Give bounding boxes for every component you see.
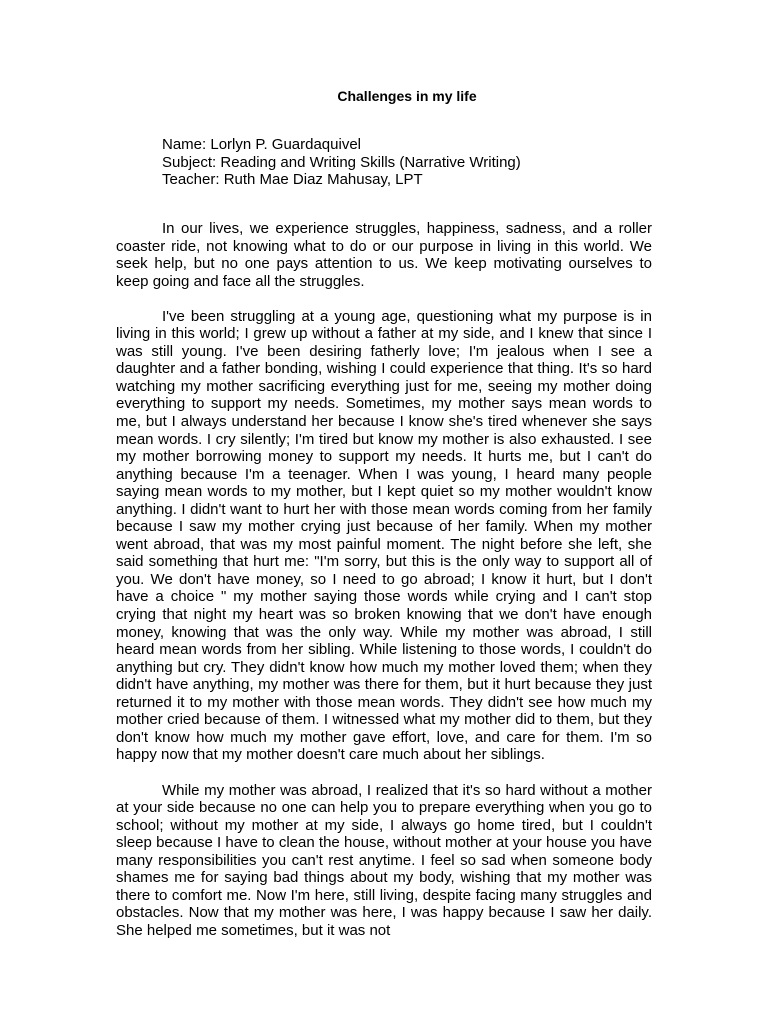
document-meta — [162, 136, 521, 189]
author-name-line: Name: Lorlyn P. Guardaquivel — [162, 136, 361, 153]
paragraph: While my mother was abroad, I realized that it's so hard without a mother at your side because no one can help you to prepare everything when you go to school; without my mother at my side, I always go home tired, but I couldn't sleep because I have to clean the house, without mother at your house you have many responsibilities you can't rest anytime. I feel so sad when someone body shames me for saying bad things about my body, wishing that my mother was there to comfort me. Now I'm here, still living, despite facing many struggles and obstacles. Now that my mother was here, I was happy because I saw her daily. She helped me sometimes, but it was not — [116, 781, 652, 939]
document-title: Challenges in my life — [337, 88, 477, 104]
subject-line: Subject: Reading and Writing Skills (Narrative Writing) — [162, 153, 521, 171]
document-body — [116, 220, 652, 957]
paragraph: I've been struggling at a young age, questioning what my purpose is in living in this world; I grew up without a father at my side, and I knew that since I was still young. I've been desiring fatherly love; I'm jealous when I see a daughter and a father bonding, wishing I could experience that thing. It's so hard watching my mother sacrificing everything just for me, seeing my mother doing everything to support my needs. Sometimes, my mother says mean words to me, but I always understand her because I know she's tired whenever she says mean words. I cry silently; I'm tired but know my mother is also exhausted. I see my mother borrowing money to support my needs. It hurts me, but I can't do anything because I'm a teenager. When I was young, I heard many people saying mean words to my mother, but I kept quiet so my mother wouldn't know anything. I didn't want to hurt her with those mean words coming from her family because I saw my mother crying just because of her family. When my mother went abroad, that was my most painful moment. The night before she left, she said something that hurt me: "I'm sorry, but this is the only way to support all of you. We don't have money, so I need to go abroad; I know it hurt, but I don't have a choice " my mother saying those words while crying and I can't stop crying that night my heart was so broken knowing that we don't have enough money, knowing that was the only way. While my mother was abroad, I still heard mean words from her sibling. While listening to those words, I couldn't do anything but cry. They didn't know how much my mother loved them; when they didn't have anything, my mother was there for them, but it hurt because they just returned it to my mother with those mean words. They didn't see how much my mother cried because of them. I witnessed what my mother did to them, but they don't know how much my mother gave effort, love, and care for them. I'm so happy now that my mother doesn't care much about her siblings. — [116, 307, 652, 764]
paragraph: In our lives, we experience struggles, happiness, sadness, and a roller coaster ride, not knowing what to do or our purpose in living in this world. We seek help, but no one pays attention to us. We keep motivating ourselves to keep going and face all the struggles. — [116, 220, 652, 290]
teacher-line: Teacher: Ruth Mae Diaz Mahusay, LPT — [162, 171, 423, 188]
